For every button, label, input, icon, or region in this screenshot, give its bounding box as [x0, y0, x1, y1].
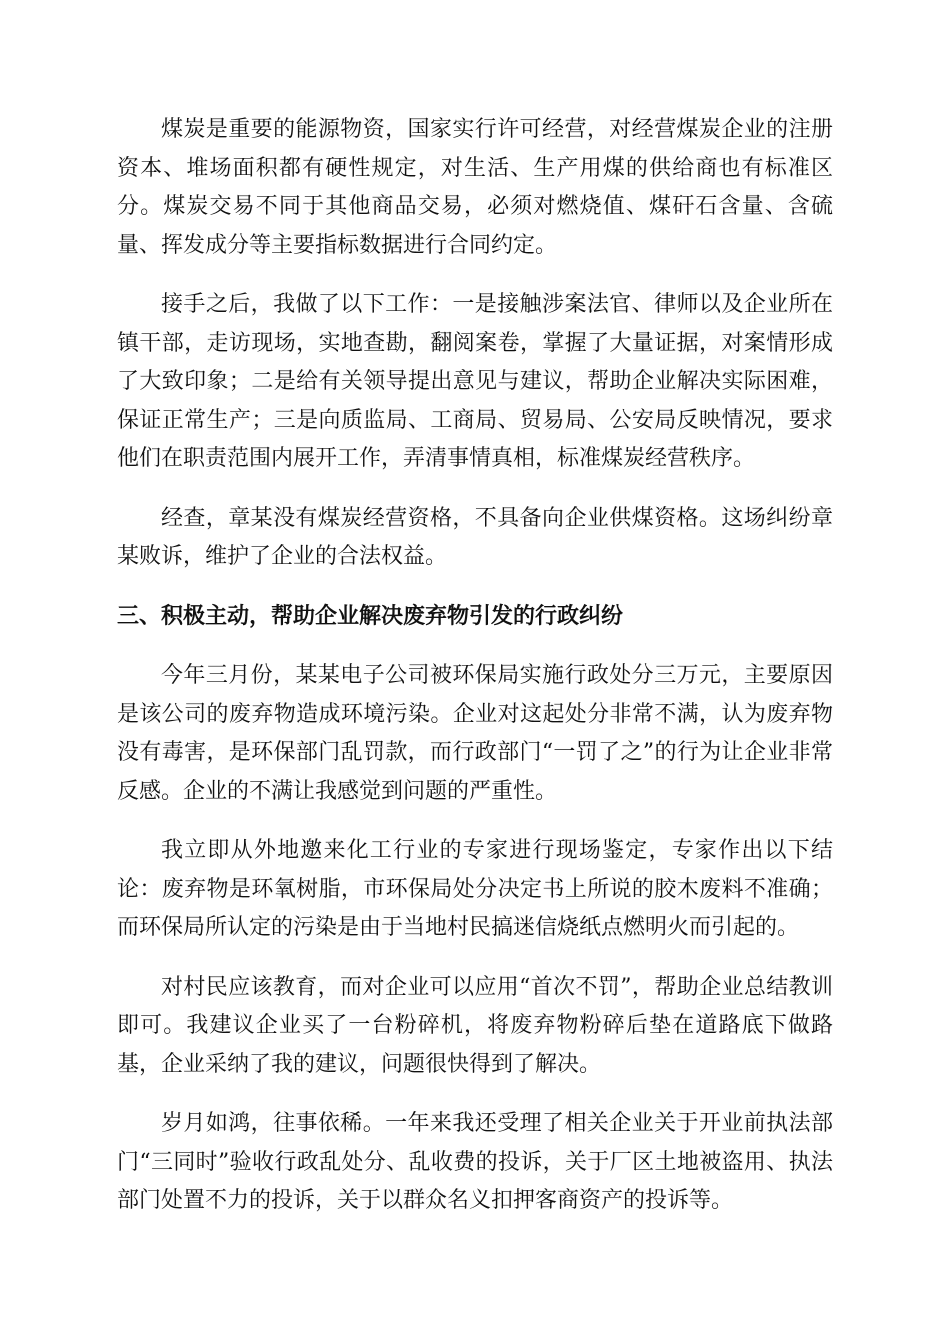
body-paragraph: 今年三月份，某某电子公司被环保局实施行政处分三万元，主要原因是该公司的废弃物造成环境污染。企业对这起处分非常不满，认为废弃物没有毒害，是环保部门乱罚款，而行政部门“一罚了之”的行为让企业非常反感。企业的不满让我感觉到问题的严重性。 — [117, 663, 833, 804]
body-paragraph: 岁月如鸿，往事依稀。一年来我还受理了相关企业关于开业前执法部门“三同时”验收行政乱处分、乱收费的投诉，关于厂区土地被盗用、执法部门处置不力的投诉，关于以群众名义扣押客商资产的投诉等。 — [117, 1111, 833, 1213]
body-paragraph: 经查，章某没有煤炭经营资格，不具备向企业供煤资格。这场纠纷章某败诉，维护了企业的合法权益。 — [117, 505, 833, 569]
body-paragraph: 对村民应该教育，而对企业可以应用“首次不罚”，帮助企业总结教训即可。我建议企业买了一台粉碎机，将废弃物粉碎后垫在道路底下做路基，企业采纳了我的建议，问题很快得到了解决。 — [117, 974, 833, 1077]
body-paragraph: 我立即从外地邀来化工行业的专家进行现场鉴定，专家作出以下结论：废弃物是环氧树脂，市环保局处分决定书上所说的胶木废料不准确；而环保局所认定的污染是由于当地村民搞迷信烧纸点燃明火而引起的。 — [117, 838, 833, 940]
body-paragraph: 煤炭是重要的能源物资，国家实行许可经营，对经营煤炭企业的注册资本、堆场面积都有硬性规定，对生活、生产用煤的供给商也有标准区分。煤炭交易不同于其他商品交易，必须对燃烧值、煤矸石含量、含硫量、挥发成分等主要指标数据进行合同约定。 — [117, 117, 833, 258]
body-paragraph: 接手之后，我做了以下工作：一是接触涉案法官、律师以及企业所在镇干部，走访现场，实地查勘，翻阅案卷，掌握了大量证据，对案情形成了大致印象；二是给有关领导提出意见与建议，帮助企业解决实际困难，保证正常生产；三是向质监局、工商局、贸易局、公安局反映情况，要求他们在职责范围内展开工作，弄清事情真相，标准煤炭经营秩序。 — [117, 292, 833, 471]
document-page — [117, 111, 833, 1242]
section-heading: 三、积极主动，帮助企业解决废弃物引发的行政纠纷 — [117, 603, 624, 629]
